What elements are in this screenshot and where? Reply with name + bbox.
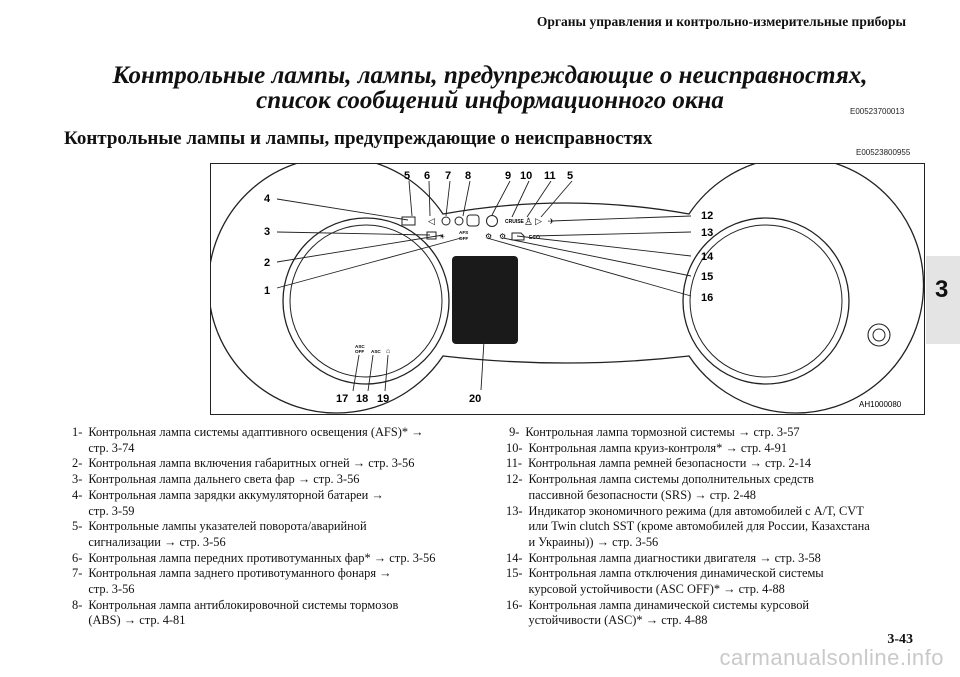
- legend-item-text: пассивной безопасности (SRS) → стр. 2-48: [528, 487, 756, 502]
- trip-knob-inner: [873, 329, 885, 341]
- turn-right-icon: ▷: [535, 216, 542, 226]
- callout-9: 9: [505, 170, 512, 182]
- legend-item: [72, 472, 472, 488]
- callout-5-top-right: 5: [567, 170, 574, 182]
- page-title-line-2: список сообщений информационного окна: [256, 87, 724, 114]
- legend-item-text: или Twin clutch SST (кроме автомобилей для России, Казахстана: [528, 519, 870, 534]
- legend-item: [72, 425, 472, 456]
- legend-item-number: 16-: [506, 597, 523, 612]
- callout-14: 14: [701, 251, 714, 263]
- legend-item-text: Контрольная лампа передних противотуманных фар* → стр. 3-56: [88, 550, 436, 565]
- legend-item-number: 3-: [72, 472, 83, 487]
- legend-item-number: 11-: [506, 456, 523, 471]
- legend-item: [72, 566, 472, 597]
- legend-item-text: Контрольная лампа круиз-контроля* → стр. 4-91: [528, 440, 788, 455]
- callout-1: 1: [264, 285, 271, 297]
- callout-5-top-left: 5: [404, 170, 411, 182]
- srs-icon: ✈: [548, 217, 555, 226]
- abs-icon: [467, 215, 479, 226]
- front-fog-icon: [442, 217, 450, 225]
- asc-off-icon: ⚙: [499, 232, 507, 241]
- legend-item-text: и Украины)) → стр. 3-56: [528, 534, 659, 549]
- cruise-icon-label: CRUISE: [505, 219, 524, 225]
- legend-item-number: 6-: [72, 550, 83, 565]
- callout-8: 8: [465, 170, 472, 182]
- callout-19: 19: [377, 393, 390, 405]
- callout-10: 10: [520, 170, 533, 182]
- asc-lower-label: ASC: [371, 349, 381, 354]
- subtitle-code: E00523800955: [856, 148, 911, 157]
- legend-item-text: Контрольная лампа динамической системы курсовой: [528, 597, 810, 612]
- callout-13: 13: [701, 227, 714, 239]
- turn-left-icon: ◁: [428, 216, 435, 226]
- legend-item-number: 1-: [72, 425, 83, 439]
- legend-item-text: Контрольная лампа антиблокировочной системы тормозов: [88, 597, 399, 612]
- trip-knob-outer: [868, 324, 890, 346]
- seatbelt-icon: ♙: [524, 217, 533, 228]
- legend-item-text: Контрольная лампа заднего противотуманного фонаря →: [88, 566, 392, 581]
- legend-item-text: Индикатор экономичного режима (для автомобилей с A/T, CVT: [528, 503, 864, 518]
- left-gauge-ring: [283, 218, 449, 384]
- callout-12: 12: [701, 210, 714, 222]
- legend-item-number: 15-: [506, 566, 523, 581]
- section-subtitle: Контрольные лампы и лампы, предупреждающие о неисправностях: [64, 128, 653, 149]
- legend-item-text: Контрольные лампы указателей поворота/аварийной: [88, 519, 367, 534]
- instrument-cluster-illustration: [211, 164, 924, 414]
- page-title-line-1: Контрольные лампы, лампы, предупреждающие о неисправностях,: [112, 62, 868, 89]
- legend-item-text: Контрольная лампа дальнего света фар → стр. 3-56: [88, 472, 360, 487]
- page-number: 3-43: [887, 632, 913, 647]
- legend-item: [506, 425, 926, 441]
- legend-item: [506, 441, 926, 457]
- legend-item-number: 10-: [506, 440, 523, 455]
- information-display: [452, 256, 518, 344]
- callout-7: 7: [445, 170, 452, 182]
- legend-item: [506, 456, 926, 472]
- callout-15: 15: [701, 271, 714, 283]
- legend-item-text: стр. 3-74: [88, 440, 135, 455]
- eco-icon-label: ECO: [529, 235, 540, 241]
- legend-item-text: (ABS) → стр. 4-81: [88, 613, 186, 628]
- rear-fog-icon: [455, 217, 463, 225]
- legend-item: [72, 519, 472, 550]
- legend-item-number: 2-: [72, 456, 83, 471]
- battery-icon: [402, 217, 415, 225]
- cluster-bezel: [211, 164, 924, 413]
- legend-item-text: Контрольная лампа системы адаптивного освещения (AFS)* →: [88, 425, 424, 439]
- asc-icon: ⚙: [485, 232, 493, 241]
- brake-icon: [487, 216, 498, 227]
- high-beam-icon: [427, 232, 436, 239]
- callout-4: 4: [264, 193, 271, 205]
- legend-item-text: стр. 3-59: [88, 503, 135, 518]
- title-code: E00523700013: [850, 107, 905, 116]
- asc-off-lower-label: ASC: [355, 344, 365, 349]
- legend-item-text: Контрольная лампа зарядки аккумуляторной батареи →: [88, 487, 384, 502]
- legend-item-text: Контрольная лампа системы дополнительных средств: [528, 472, 814, 487]
- running-header: Органы управления и контрольно-измерительные приборы: [536, 14, 906, 29]
- legend-item-number: 13-: [506, 503, 523, 518]
- legend-item: [72, 456, 472, 472]
- legend-item: [72, 488, 472, 519]
- legend-item: [506, 566, 926, 597]
- callout-18: 18: [356, 393, 369, 405]
- asc-off-lower-label-2: OFF: [355, 349, 365, 354]
- legend-item-number: 7-: [72, 566, 83, 581]
- legend-item-text: Контрольная лампа диагностики двигателя → стр. 3-58: [528, 550, 821, 565]
- watermark: carmanualsonline.info: [719, 645, 944, 670]
- callout-2: 2: [264, 257, 271, 269]
- legend-item-number: 8-: [72, 597, 83, 612]
- callout-3: 3: [264, 226, 271, 238]
- legend-item-text: Контрольная лампа тормозной системы → стр. 3-57: [525, 425, 800, 439]
- figure-id: AH1000080: [859, 400, 902, 409]
- legend-item-text: стр. 3-56: [88, 582, 135, 597]
- legend-list-left: [72, 425, 472, 629]
- legend-item-text: Контрольная лампа отключения динамической системы: [528, 566, 824, 581]
- legend-item-number: 12-: [506, 472, 523, 487]
- legend-item: [72, 598, 472, 629]
- chapter-tab-number: 3: [935, 276, 949, 303]
- legend-item: [506, 472, 926, 503]
- callout-17: 17: [336, 393, 349, 405]
- position-lamp-icon: ☀: [439, 234, 446, 241]
- callout-11: 11: [544, 170, 556, 182]
- afs-off-label: AFS: [459, 230, 469, 235]
- legend-item-text: Контрольная лампа ремней безопасности → стр. 2-14: [528, 456, 812, 471]
- callout-20: 20: [469, 393, 482, 405]
- engine-lower-icon: ⌂: [386, 348, 391, 355]
- afs-off-label-2: OFF: [459, 236, 469, 241]
- legend-item: [506, 598, 926, 629]
- legend-item-number: 9-: [506, 425, 520, 439]
- instrument-cluster-figure: [210, 163, 925, 415]
- legend-list-right: [506, 425, 926, 629]
- legend-item-text: устойчивости (ASC)* → стр. 4-88: [528, 613, 708, 628]
- legend-item: [506, 504, 926, 551]
- legend-item: [72, 551, 472, 567]
- legend-item-number: 14-: [506, 550, 523, 565]
- legend-item-number: 4-: [72, 487, 83, 502]
- callout-6: 6: [424, 170, 431, 182]
- callout-16: 16: [701, 292, 714, 304]
- legend-item-text: Контрольная лампа включения габаритных огней → стр. 3-56: [88, 456, 415, 471]
- legend-item: [506, 551, 926, 567]
- legend-item-text: сигнализации → стр. 3-56: [88, 534, 226, 549]
- legend-item-number: 5-: [72, 519, 83, 534]
- legend-item-text: курсовой устойчивости (ASC OFF)* → стр. 4-88: [528, 582, 785, 597]
